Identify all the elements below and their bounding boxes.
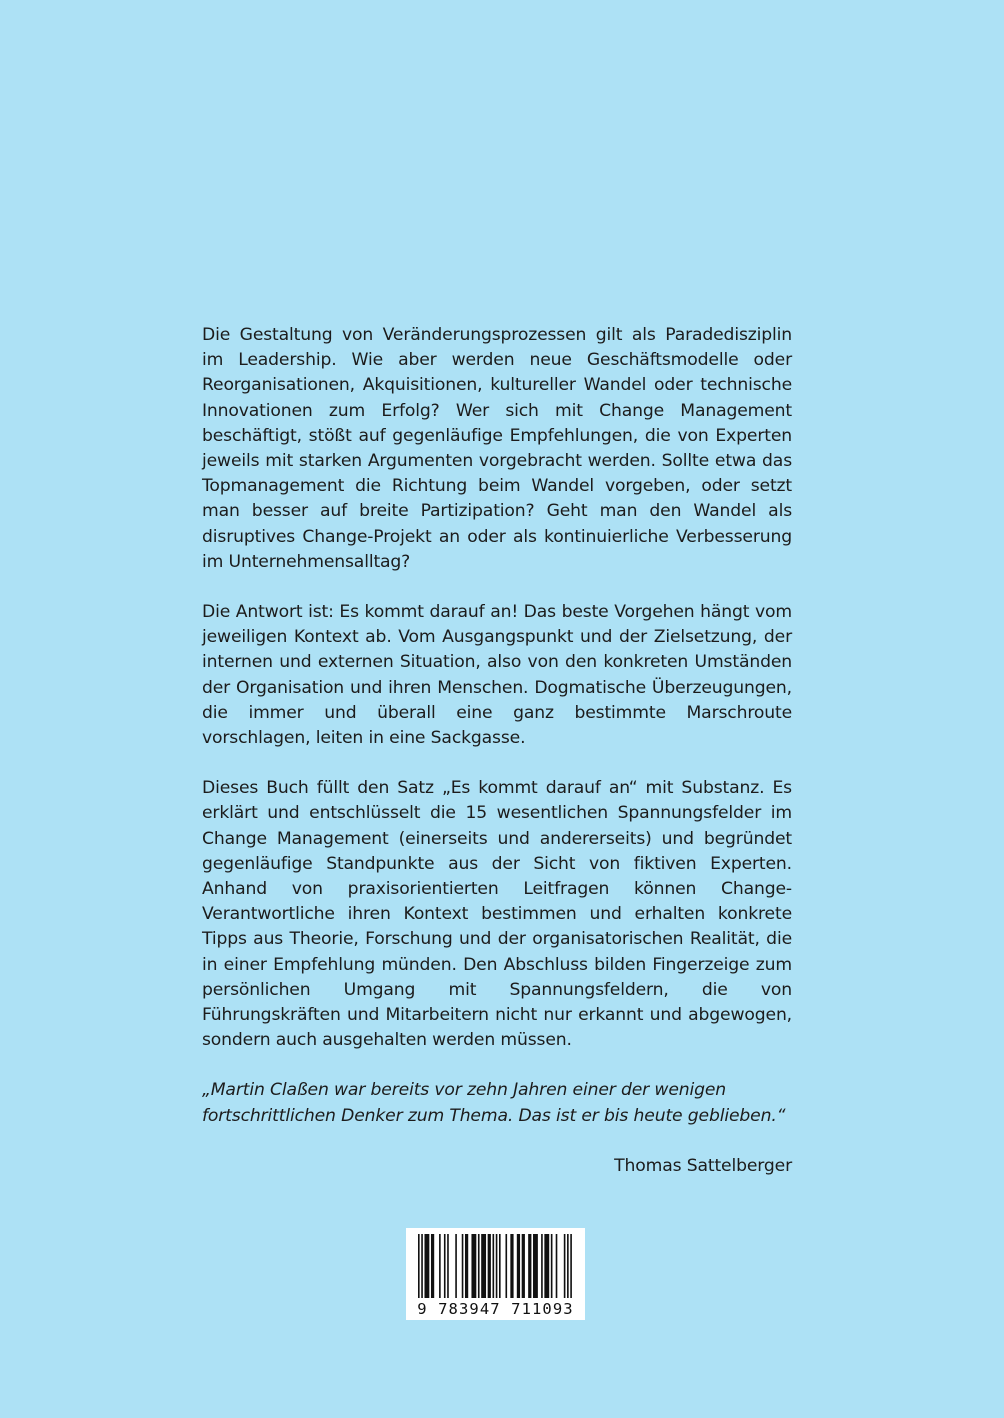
barcode-bar [567, 1234, 569, 1298]
barcode-bar [465, 1234, 468, 1298]
barcode-bar [431, 1234, 434, 1298]
endorsement-attribution: Thomas Sattelberger [614, 1155, 792, 1176]
blurb-paragraph-3: Dieses Buch füllt den Satz „Es kommt darauf an“ mit Substanz. Es erklärt und entschlüsselt die 15 wesentlichen Spannungsfelder im Change Management (einerseits und andererseits) und begründet gegenläufige Standpunkte aus der Sicht von fiktiven Experten. Anhand von praxisorientierten Leitfragen können Change-Verantwortliche ihren Kontext bestimmen und erhalten konkrete Tipps aus Theorie, Forschung und der organisatorischen Realität, die in einer Empfehlung münden. Den Abschluss bilden Fingerzeige zum persönlichen Umgang mit Spannungsfeldern, die von Führungskräften und Mitarbeitern nicht nur erkannt und abgewogen, sondern auch ausgehalten werden müssen. [202, 778, 792, 1051]
barcode-bar [496, 1234, 498, 1298]
barcode-bar [418, 1234, 420, 1298]
barcode-bar [471, 1234, 476, 1298]
back-cover-blurb [202, 323, 792, 1204]
barcode-bar [522, 1234, 525, 1298]
barcode-bar [533, 1234, 538, 1298]
blurb-paragraph-1: Die Gestaltung von Veränderungsprozessen gilt als Paradedisziplin im Leadership. Wie aber werden neue Geschäftsmodelle oder Reorganisationen, Akquisitionen, kultureller Wandel oder technische Innovationen zum Erfolg? Wer sich mit Change Management beschäftigt, stößt auf gegenläufige Empfehlungen, die von Experten jeweils mit starken Argumenten vorgebracht werden. Sollte etwa das Topmanagement die Richtung beim Wandel vorgeben, oder setzt man besser auf breite Partizipation? Geht man den Wandel als disruptives Change-Projekt an oder als kontinuierliche Verbesserung im Unternehmensalltag? [202, 325, 792, 572]
blurb-paragraph-2: Die Antwort ist: Es kommt darauf an! Das beste Vorgehen hängt vom jeweiligen Kontext ab. Vom Ausgangspunkt und der Zielsetzung, der internen und externen Situation, also von den konkreten Umständen der Organisation und ihren Menschen. Dogmatische Überzeugungen, die immer und überall eine ganz bestimmte Marschroute vorschlagen, leiten in eine Sackgasse. [202, 602, 792, 749]
barcode-bar [556, 1234, 558, 1298]
barcode-bar [462, 1234, 464, 1298]
barcode-bar [421, 1234, 423, 1298]
barcode-bar [424, 1234, 429, 1298]
barcode-bar [541, 1234, 543, 1298]
barcode-bar [510, 1234, 513, 1298]
barcode-bar [439, 1234, 441, 1298]
barcode-bar [528, 1234, 531, 1298]
endorsement-quote: „Martin Claßen war bereits vor zehn Jahren einer der wenigen fortschrittlichen Denker zum Thema. Das ist er bis heute geblieben.“ [202, 1080, 786, 1126]
barcode-bar [551, 1234, 553, 1298]
isbn-digits: 9 783947 711093 [417, 1300, 574, 1318]
isbn-barcode [406, 1228, 585, 1320]
barcode-bar [505, 1234, 507, 1298]
barcode-bar [447, 1234, 449, 1298]
barcode-bar [499, 1234, 501, 1298]
barcode-bar [570, 1234, 572, 1298]
barcode-bar [444, 1234, 446, 1298]
barcode-bar [478, 1234, 480, 1298]
barcode-bar [517, 1234, 520, 1298]
barcode-bar [493, 1234, 495, 1298]
barcode-bar [455, 1234, 457, 1298]
barcode-bar [488, 1234, 491, 1298]
barcode-bar [544, 1234, 549, 1298]
barcode-bar [564, 1234, 566, 1298]
barcode-bar [481, 1234, 486, 1298]
